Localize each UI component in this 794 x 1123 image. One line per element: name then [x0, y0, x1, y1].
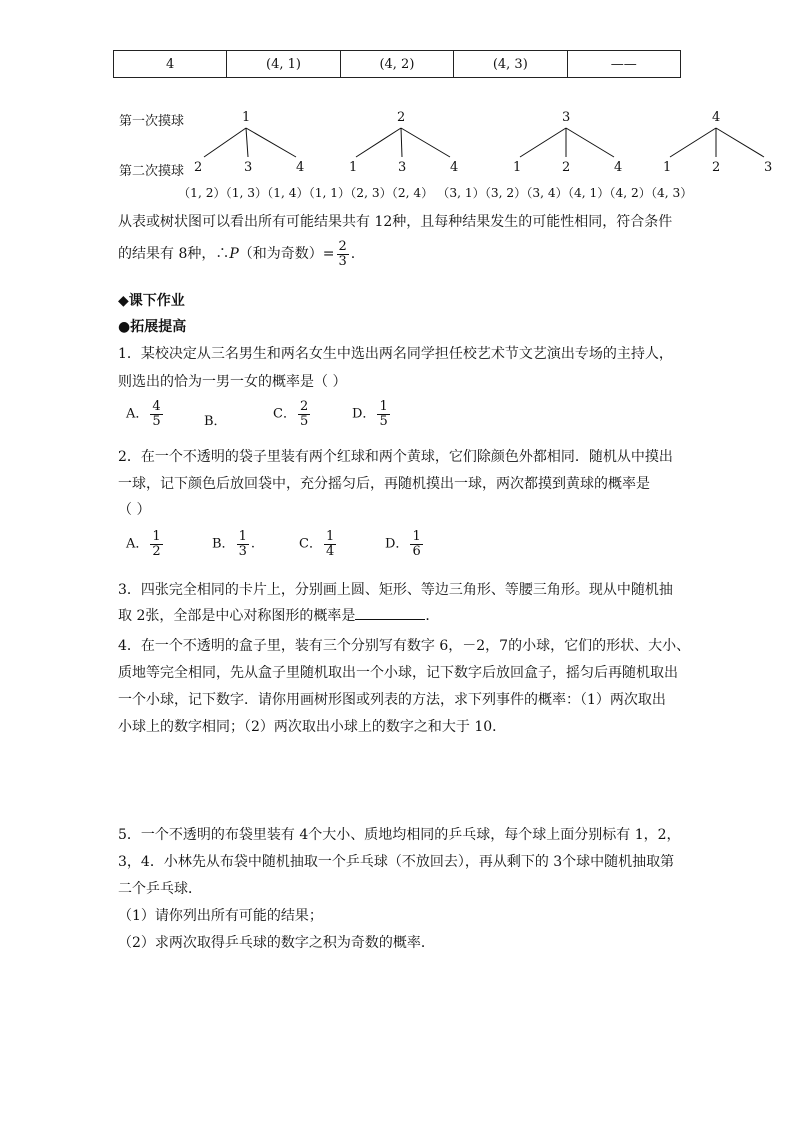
- question-5-line-2: 3，4．小林先从布袋中随机抽取一个乒乓球（不放回去），再从剩下的 3个球中随机抽取第: [118, 854, 675, 870]
- fraction-denominator: 5: [299, 413, 309, 429]
- question-1-option-a: [126, 400, 165, 428]
- fraction: [324, 530, 336, 558]
- option-label: C．: [299, 536, 322, 552]
- table-cell: (4, 3): [454, 51, 567, 78]
- question-5-line-5: （2）求两次取得乒乓球的数字之积为奇数的概率．: [118, 935, 435, 951]
- question-2-option-c: [299, 530, 338, 558]
- fraction-denominator: 5: [152, 413, 161, 429]
- question-3-line-1: 3．四张完全相同的卡片上，分别画上圆、矩形、等边三角形、等腰三角形。现从中随机抽: [118, 582, 673, 598]
- question-1-line-2: 则选出的恰为一男一女的概率是（ ）: [118, 374, 347, 390]
- fraction-denominator: 6: [412, 543, 421, 559]
- tree-branch: [356, 128, 401, 157]
- question-5-line-4: （1）请你列出所有可能的结果；: [118, 908, 323, 924]
- tree-root: 3: [562, 110, 571, 125]
- tree-branch: [401, 128, 450, 157]
- fraction: [150, 400, 162, 428]
- question-1-option-d: [352, 400, 392, 428]
- conclusion-text: 的结果有 8种，∴: [118, 246, 230, 263]
- fraction-numerator: 4: [152, 399, 161, 414]
- question-3-text: ．: [425, 608, 440, 624]
- conclusion-line-2: [118, 240, 355, 268]
- fraction-numerator: 2: [338, 239, 347, 254]
- table-cell: ——: [567, 51, 681, 78]
- tree-branch: [670, 128, 716, 157]
- question-3-line-2: [118, 605, 439, 625]
- option-label: A．: [126, 536, 149, 552]
- answer-blank[interactable]: [355, 607, 425, 620]
- option-punctuation: .: [250, 536, 255, 552]
- option-label: D．: [385, 536, 409, 552]
- tree-leaf: 2: [562, 160, 571, 175]
- question-3-text: 取 2张，全部是中心对称图形的概率是: [118, 608, 356, 624]
- tree-leaf: 3: [764, 160, 773, 175]
- question-1-option-c: [273, 400, 312, 428]
- option-label: D．: [352, 406, 376, 422]
- conclusion-text: .: [350, 246, 356, 263]
- tree-leaf: 1: [663, 160, 672, 175]
- fraction-numerator: 1: [379, 399, 388, 414]
- tree-outcomes-line: （1, 2）（1, 3）（1, 4）（1, 1）（2, 3）（2, 4） （3, 1）（3, 2）（3, 4）（4, 1）（4, 2）（4, 3）: [178, 186, 693, 200]
- fraction: [410, 530, 422, 558]
- section-heading-homework: ◆课下作业: [118, 293, 185, 309]
- table-cell: (4, 2): [340, 51, 453, 78]
- fraction-numerator: 1: [412, 529, 421, 544]
- tree-leaf: 1: [513, 160, 522, 175]
- tree-branch: [246, 128, 296, 157]
- fraction-denominator: 3: [338, 253, 347, 269]
- fraction-numerator: 1: [325, 529, 335, 544]
- question-2-line-2: 一球，记下颜色后放回袋中，充分摇匀后，再随机摸出一球，两次都摸到黄球的概率是: [118, 476, 650, 492]
- option-label: A．: [126, 406, 149, 422]
- question-5-line-1: 5．一个不透明的布袋里装有 4个大小、质地均相同的乒乓球，每个球上面分别标有 1，2，: [118, 827, 681, 843]
- fraction-numerator: 1: [152, 529, 161, 544]
- question-1-option-b: [204, 410, 227, 429]
- fraction-denominator: 5: [379, 413, 388, 429]
- tree-root: 2: [397, 110, 406, 125]
- question-1-line-1: 1．某校决定从三名男生和两名女生中选出两名同学担任校艺术节文艺演出专场的主持人，: [118, 346, 673, 362]
- tree-leaf: 4: [450, 160, 459, 175]
- fraction-denominator: 3: [238, 543, 247, 559]
- tree-branch: [716, 128, 764, 157]
- tree-branch: [566, 128, 614, 157]
- tree-label-second-draw: 第二次摸球: [119, 164, 185, 179]
- fraction: [298, 400, 310, 428]
- tree-branch: [401, 128, 402, 157]
- tree-root: 4: [712, 110, 721, 125]
- tree-leaf: 3: [398, 160, 407, 175]
- question-2-option-d: [385, 530, 425, 558]
- fraction-denominator: 4: [325, 543, 335, 559]
- tree-branch: [520, 128, 566, 157]
- section-heading-extension: ●拓展提高: [118, 319, 187, 335]
- tree-branch: [246, 128, 248, 157]
- tree-leaf: 2: [194, 160, 203, 175]
- question-2-option-a: [126, 530, 165, 558]
- question-2-line-1: 2．在一个不透明的袋子里装有两个红球和两个黄球，它们除颜色外都相同．随机从中摸出: [118, 449, 673, 465]
- tree-leaf: 4: [614, 160, 623, 175]
- question-2-option-b: [212, 530, 255, 558]
- tree-leaf: 4: [296, 160, 305, 175]
- fraction-numerator: 2: [299, 399, 309, 414]
- option-label: C．: [273, 406, 296, 422]
- fraction: [150, 530, 162, 558]
- fraction: [377, 400, 389, 428]
- tree-leaf: 2: [712, 160, 721, 175]
- fraction-numerator: 1: [238, 529, 247, 544]
- conclusion-line-1: 从表或树状图可以看出所有可能结果共有 12种，且每种结果发生的可能性相同，符合条件: [118, 214, 673, 230]
- tree-leaf: 1: [349, 160, 358, 175]
- tree-leaf: 3: [244, 160, 253, 175]
- question-4-line-4: 小球上的数字相同；（2）两次取出小球上的数字之和大于 10．: [118, 719, 507, 735]
- question-5-line-3: 二个乒乓球．: [118, 881, 202, 897]
- question-4-line-3: 一个小球，记下数字．请你用画树形图或列表的方法，求下列事件的概率：（1）两次取出: [118, 692, 666, 708]
- fraction: [337, 240, 349, 268]
- option-label: B．: [212, 536, 235, 552]
- tree-root: 1: [242, 110, 251, 125]
- question-2-line-3: （ ）: [118, 502, 151, 518]
- table-cell: 4: [114, 51, 227, 78]
- question-4-line-2: 质地等完全相同，先从盒子里随机取出一个小球，记下数字后放回盒子，摇匀后再随机取出: [118, 665, 678, 681]
- tree-branch: [204, 128, 246, 157]
- fraction-denominator: 2: [152, 543, 161, 559]
- option-label: B．: [204, 414, 227, 429]
- probability-symbol: P: [229, 246, 239, 263]
- tree-label-first-draw: 第一次摸球: [119, 114, 185, 129]
- fraction: [237, 530, 249, 558]
- conclusion-text: （和为奇数）=: [238, 246, 335, 263]
- question-4-line-1: 4．在一个不透明的盒子里，装有三个分别写有数字 6，－2，7的小球，它们的形状、大小、: [118, 638, 691, 654]
- table-cell: (4, 1): [227, 51, 340, 78]
